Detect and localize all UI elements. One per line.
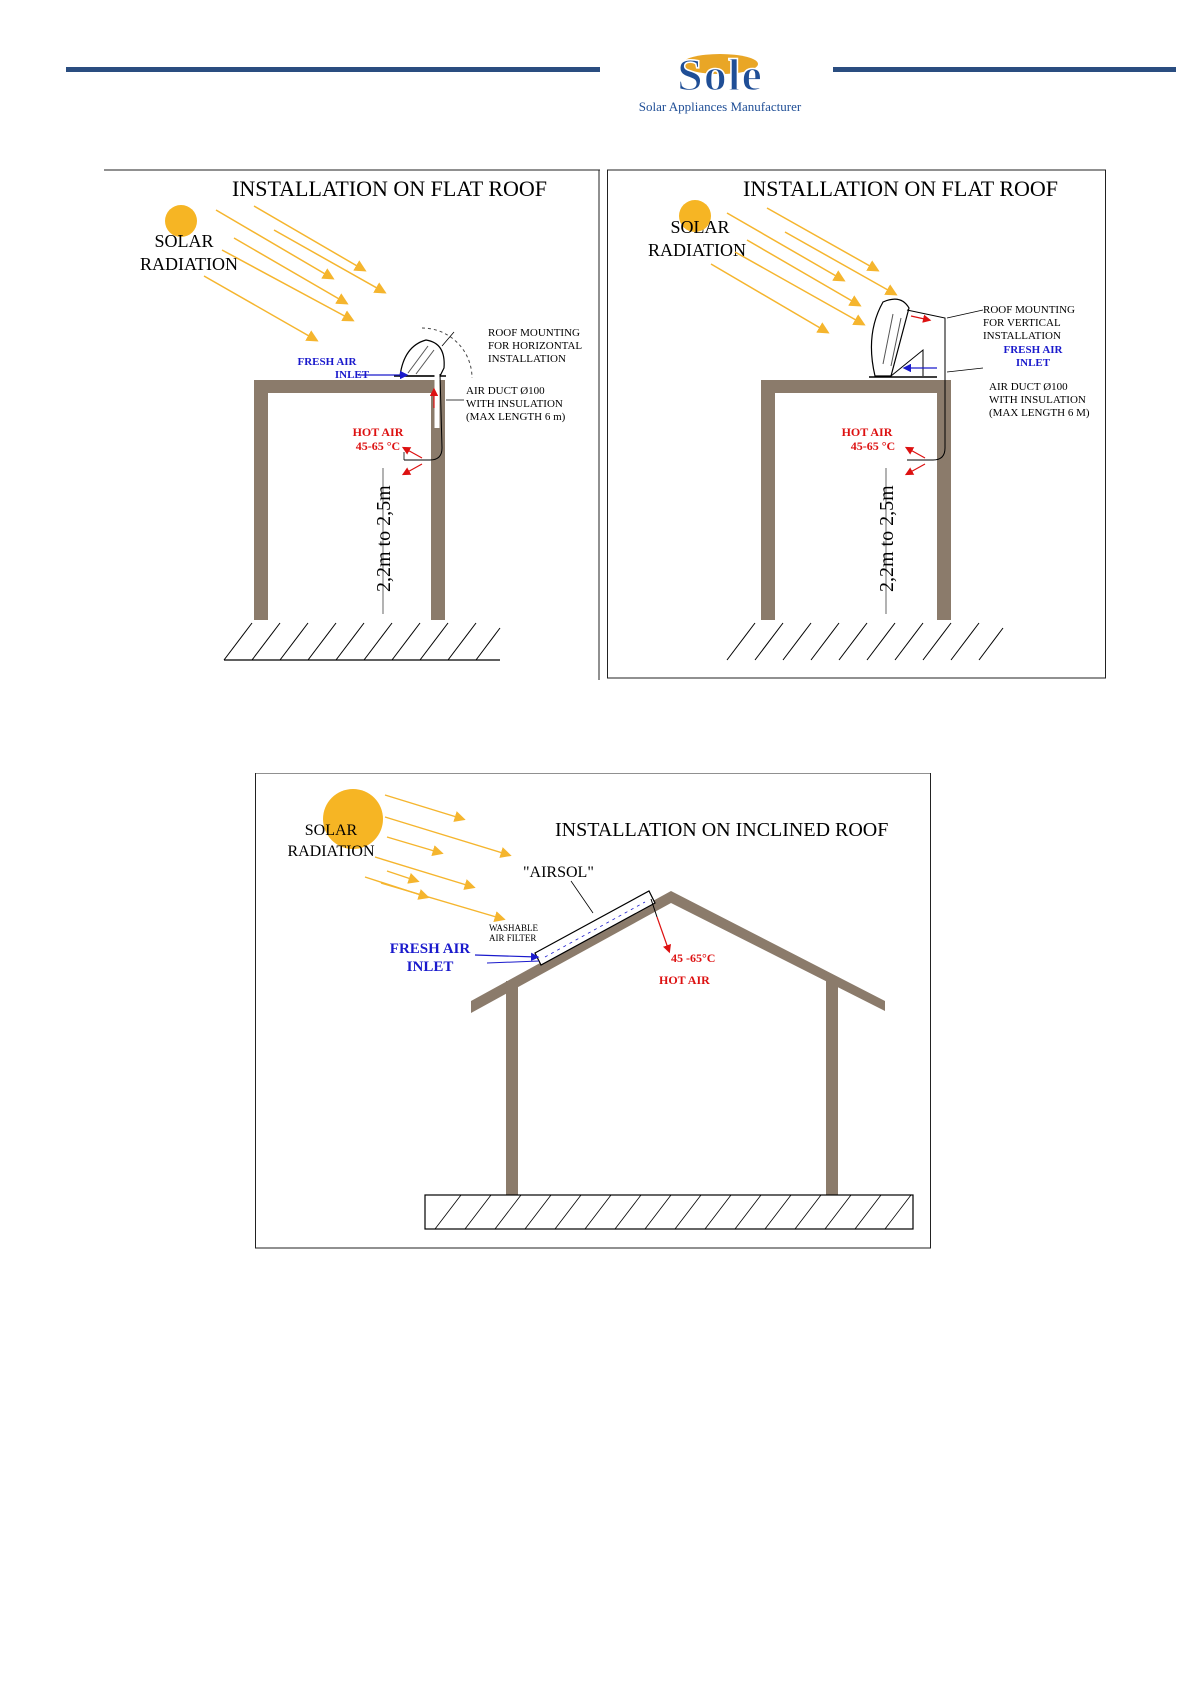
building-walls <box>254 380 445 620</box>
diagram-inclined-roof <box>255 773 931 1249</box>
duct-label-1: AIR DUCT Ø100 <box>989 381 1068 393</box>
mount-label-1: ROOF MOUNTING <box>983 304 1075 316</box>
fresh-air-flow <box>487 961 539 963</box>
ground-hatch <box>224 623 500 660</box>
hot-air-temp: 45-65 °C <box>355 439 401 453</box>
solar-label: SOLAR <box>670 217 730 237</box>
radiation-label: RADIATION <box>140 254 238 274</box>
fresh-air-arrow <box>475 955 537 957</box>
fresh-air-label: FRESH AIR <box>1003 344 1063 356</box>
airsol-collector <box>869 299 937 377</box>
mount-label-3: INSTALLATION <box>488 353 566 365</box>
airsol-panel <box>535 891 655 965</box>
height-label: 2,2m to 2,5m <box>876 485 898 592</box>
header-rule-left <box>66 67 600 72</box>
building-walls <box>761 380 951 620</box>
mount-leader <box>947 310 983 318</box>
diagram-title: INSTALLATION ON FLAT ROOF <box>743 176 1059 201</box>
duct-label-1: AIR DUCT Ø100 <box>466 385 545 397</box>
logo-wordmark: Sole <box>677 49 763 100</box>
hot-air-temp: 45 -65°C <box>671 951 716 965</box>
ground-slab <box>425 1195 913 1229</box>
duct-label-2: WITH INSULATION <box>466 398 563 410</box>
solar-label: SOLAR <box>154 231 214 251</box>
sun-icon <box>323 789 383 849</box>
mount-leader <box>442 332 454 346</box>
mount-label-3: INSTALLATION <box>983 330 1061 342</box>
solar-rays <box>365 795 509 919</box>
hot-air-arrow-up <box>404 448 422 458</box>
filter-label-1: WASHABLE <box>489 923 538 933</box>
filter-label-2: AIR FILTER <box>489 933 537 943</box>
hot-air-flow-arrow <box>911 316 929 320</box>
diagram-flat-roof-vertical <box>607 168 1107 680</box>
mount-label-2: FOR VERTICAL <box>983 317 1061 329</box>
hot-air-arrow-up <box>907 448 925 458</box>
mount-label-2: FOR HORIZONTAL <box>488 340 583 352</box>
fresh-air-inlet-label: INLET <box>334 369 370 381</box>
hot-air-label: HOT AIR <box>352 425 404 439</box>
hot-air-temp: 45-65 °C <box>850 439 896 453</box>
hot-air-arrow <box>657 917 669 951</box>
hot-air-arrow-down <box>404 464 422 474</box>
radiation-label: RADIATION <box>648 240 746 260</box>
logo-tagline: Solar Appliances Manufacturer <box>638 99 802 114</box>
diagram-title: INSTALLATION ON INCLINED ROOF <box>555 819 889 841</box>
duct-label-3: (MAX LENGTH 6 m) <box>466 411 566 423</box>
hot-air-arrow-down <box>907 464 925 474</box>
fresh-air-label: FRESH AIR <box>297 356 357 368</box>
height-label: 2,2m to 2,5m <box>373 485 395 592</box>
duct-label-3: (MAX LENGTH 6 M) <box>989 407 1090 419</box>
diagram-flat-roof-horizontal <box>104 168 600 680</box>
header-rule-right <box>833 67 1176 72</box>
ground-hatch <box>727 623 1003 660</box>
airsol-label: "AIRSOL" <box>523 864 594 881</box>
radiation-label: RADIATION <box>287 843 375 860</box>
fresh-air-inlet-label: INLET <box>406 959 454 975</box>
duct-label-2: WITH INSULATION <box>989 394 1086 406</box>
duct-leader <box>947 368 983 372</box>
airsol-collector <box>394 328 472 378</box>
hot-air-label: HOT AIR <box>841 425 893 439</box>
solar-label: SOLAR <box>304 822 358 839</box>
fresh-air-label: FRESH AIR <box>389 941 471 957</box>
solar-rays <box>711 208 895 332</box>
collector-leader <box>571 881 593 913</box>
mount-label-1: ROOF MOUNTING <box>488 327 580 339</box>
hot-air-label: HOT AIR <box>659 973 710 987</box>
fresh-air-inlet-label: INLET <box>1015 357 1051 369</box>
diagram-title: INSTALLATION ON FLAT ROOF <box>232 176 548 201</box>
sole-logo <box>620 40 820 120</box>
